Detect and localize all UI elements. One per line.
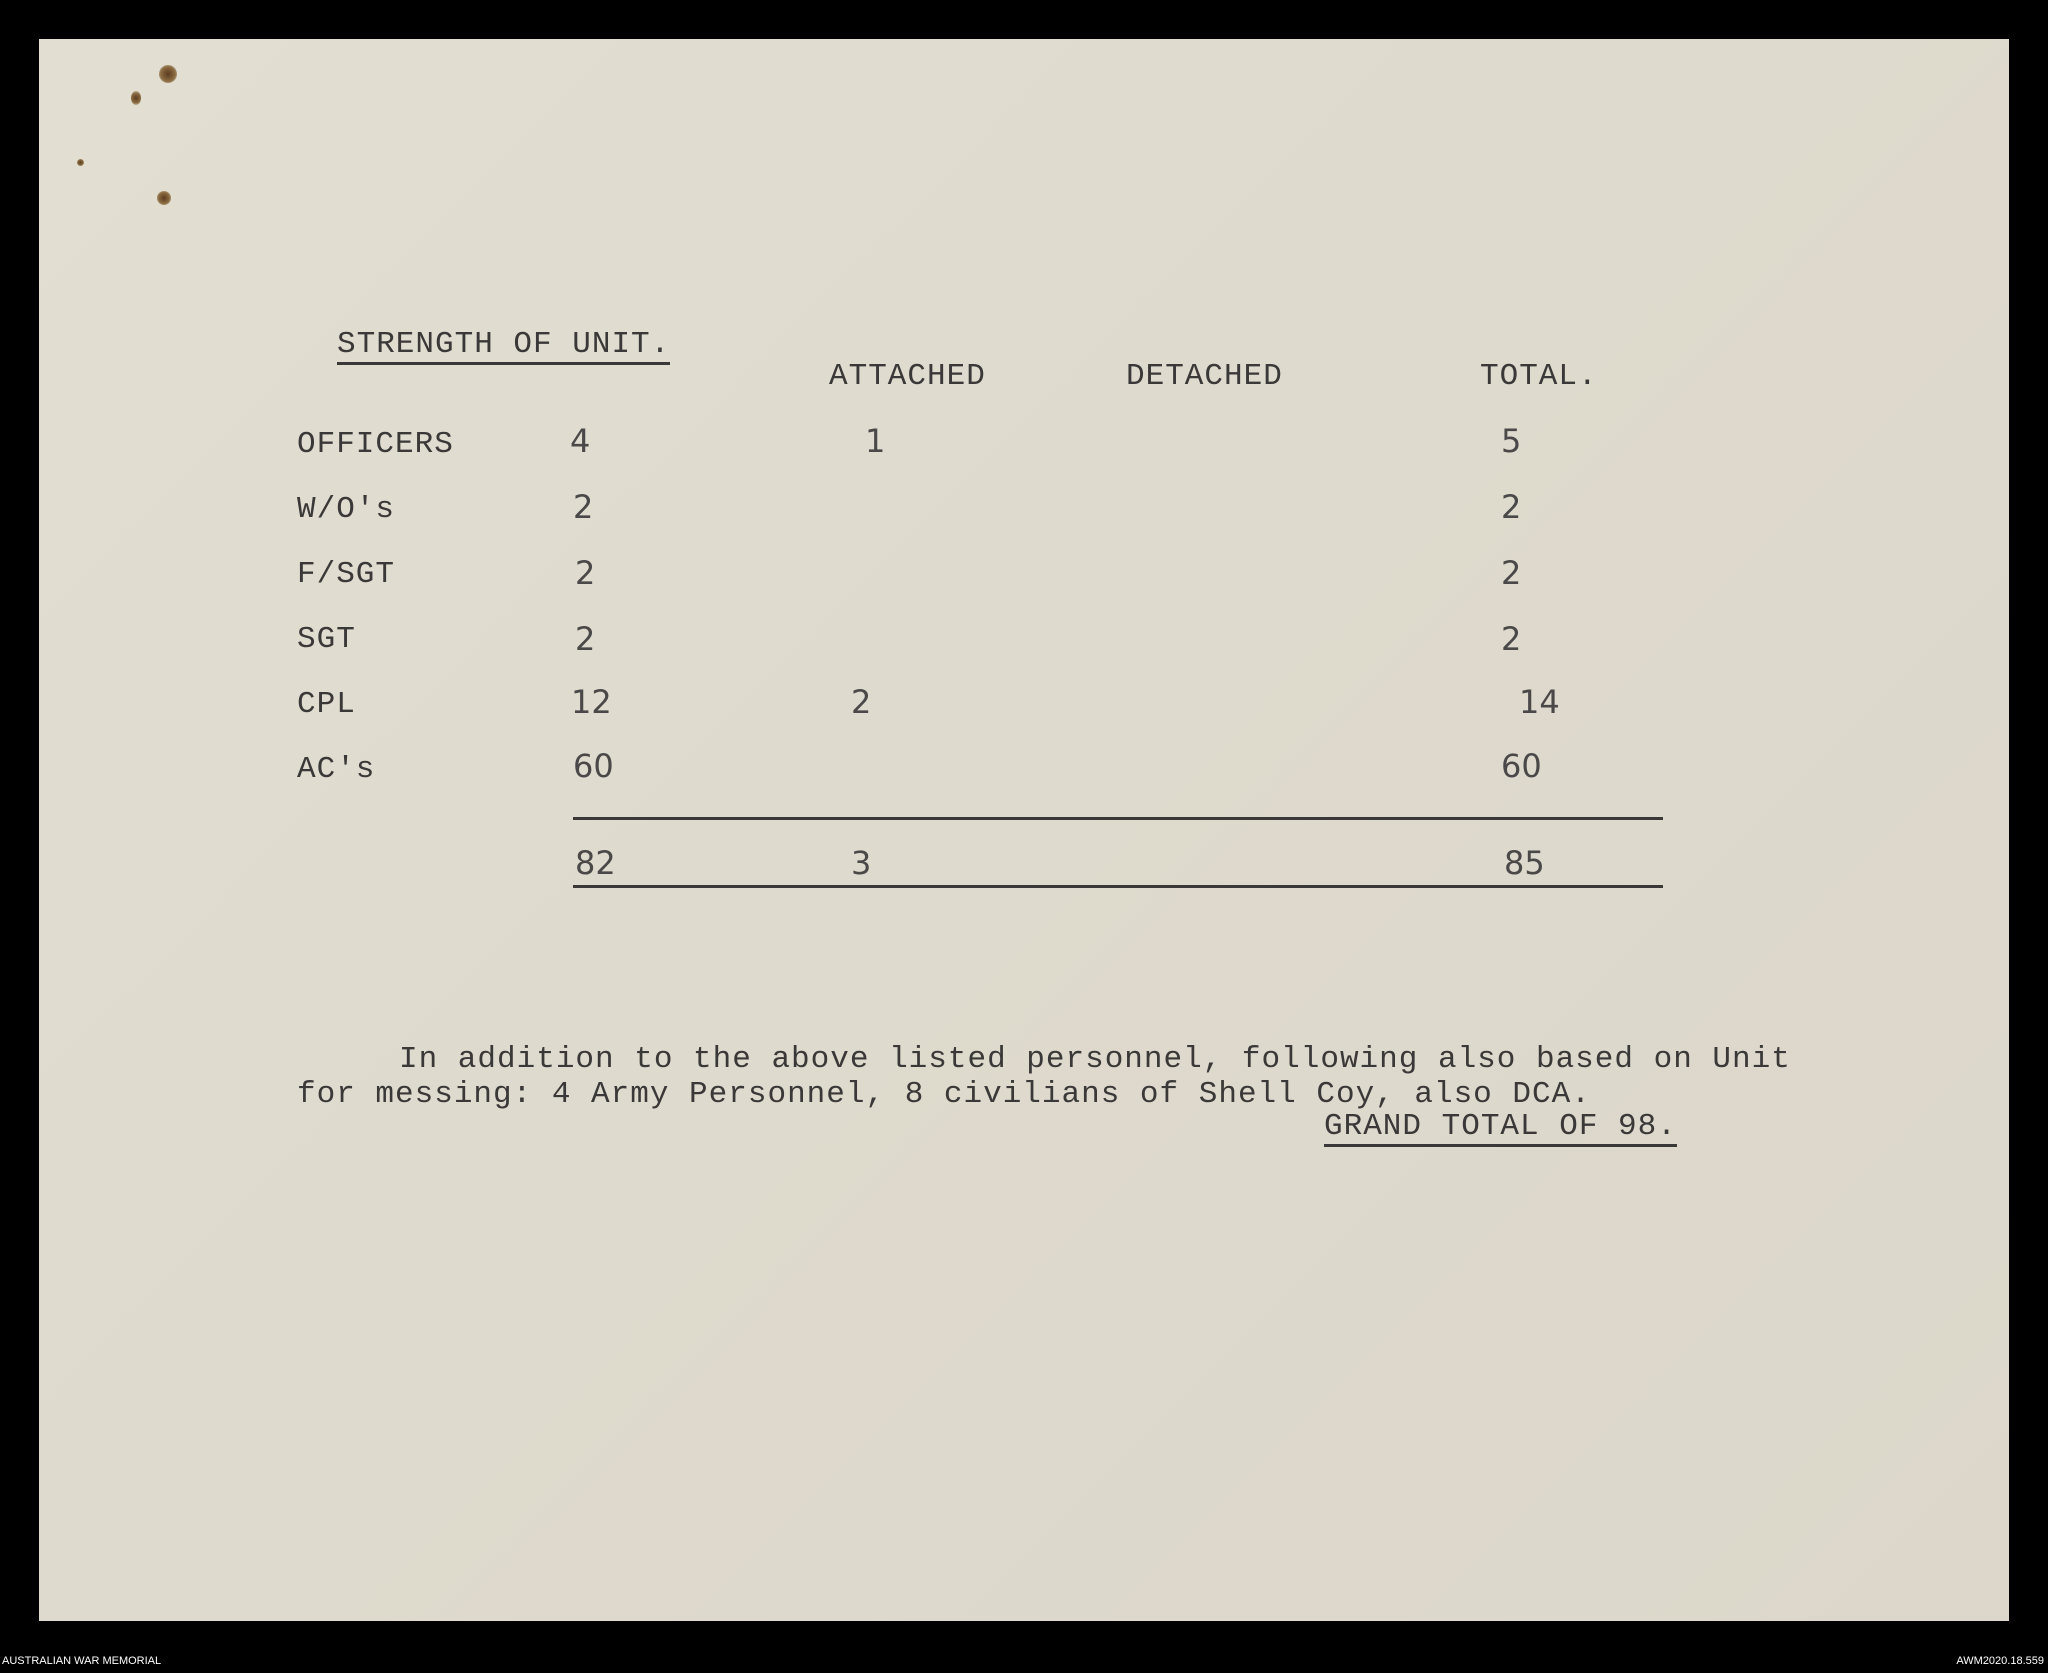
- stain-mark: [159, 65, 177, 83]
- row-strength: 4: [570, 422, 591, 460]
- total-total: 85: [1504, 844, 1545, 882]
- total-attached: 3: [851, 844, 872, 882]
- row-rank: CPL: [297, 687, 356, 722]
- row-attached: 1: [865, 422, 886, 460]
- stain-mark: [77, 159, 84, 166]
- column-header-detached: DETACHED: [1126, 359, 1283, 394]
- table-rule-bottom: [573, 885, 1663, 888]
- row-strength: 60: [573, 747, 614, 785]
- row-rank: OFFICERS: [297, 427, 454, 462]
- column-header-attached: ATTACHED: [829, 359, 986, 394]
- row-total: 2: [1501, 488, 1522, 526]
- row-rank: SGT: [297, 622, 356, 657]
- row-rank: F/SGT: [297, 557, 396, 592]
- row-strength: 2: [575, 620, 596, 658]
- grand-total: GRAND TOTAL OF 98.: [1324, 1111, 1677, 1147]
- document-page: [39, 39, 2009, 1621]
- footer-left-label: AUSTRALIAN WAR MEMORIAL: [2, 1655, 162, 1667]
- row-strength: 2: [575, 554, 596, 592]
- row-strength: 12: [571, 683, 612, 721]
- document-heading: STRENGTH OF UNIT.: [337, 329, 670, 365]
- row-total: 14: [1519, 683, 1560, 721]
- note-line-2: for messing: 4 Army Personnel, 8 civilians of Shell Coy, also DCA.: [297, 1077, 1591, 1112]
- table-rule-top: [573, 817, 1663, 820]
- row-rank: W/O's: [297, 492, 396, 527]
- note-line-1: In addition to the above listed personnel, following also based on Unit: [399, 1042, 1791, 1077]
- stain-mark: [131, 91, 141, 105]
- row-total: 2: [1501, 620, 1522, 658]
- row-strength: 2: [573, 488, 594, 526]
- column-header-total: TOTAL.: [1480, 359, 1598, 394]
- row-attached: 2: [851, 683, 872, 721]
- row-total: 5: [1501, 422, 1522, 460]
- row-total: 2: [1501, 554, 1522, 592]
- footer-right-label: AWM2020.18.559: [1956, 1655, 2044, 1667]
- row-rank: AC's: [297, 752, 376, 787]
- total-strength: 82: [575, 844, 616, 882]
- row-total: 60: [1501, 747, 1542, 785]
- stain-mark: [157, 191, 171, 205]
